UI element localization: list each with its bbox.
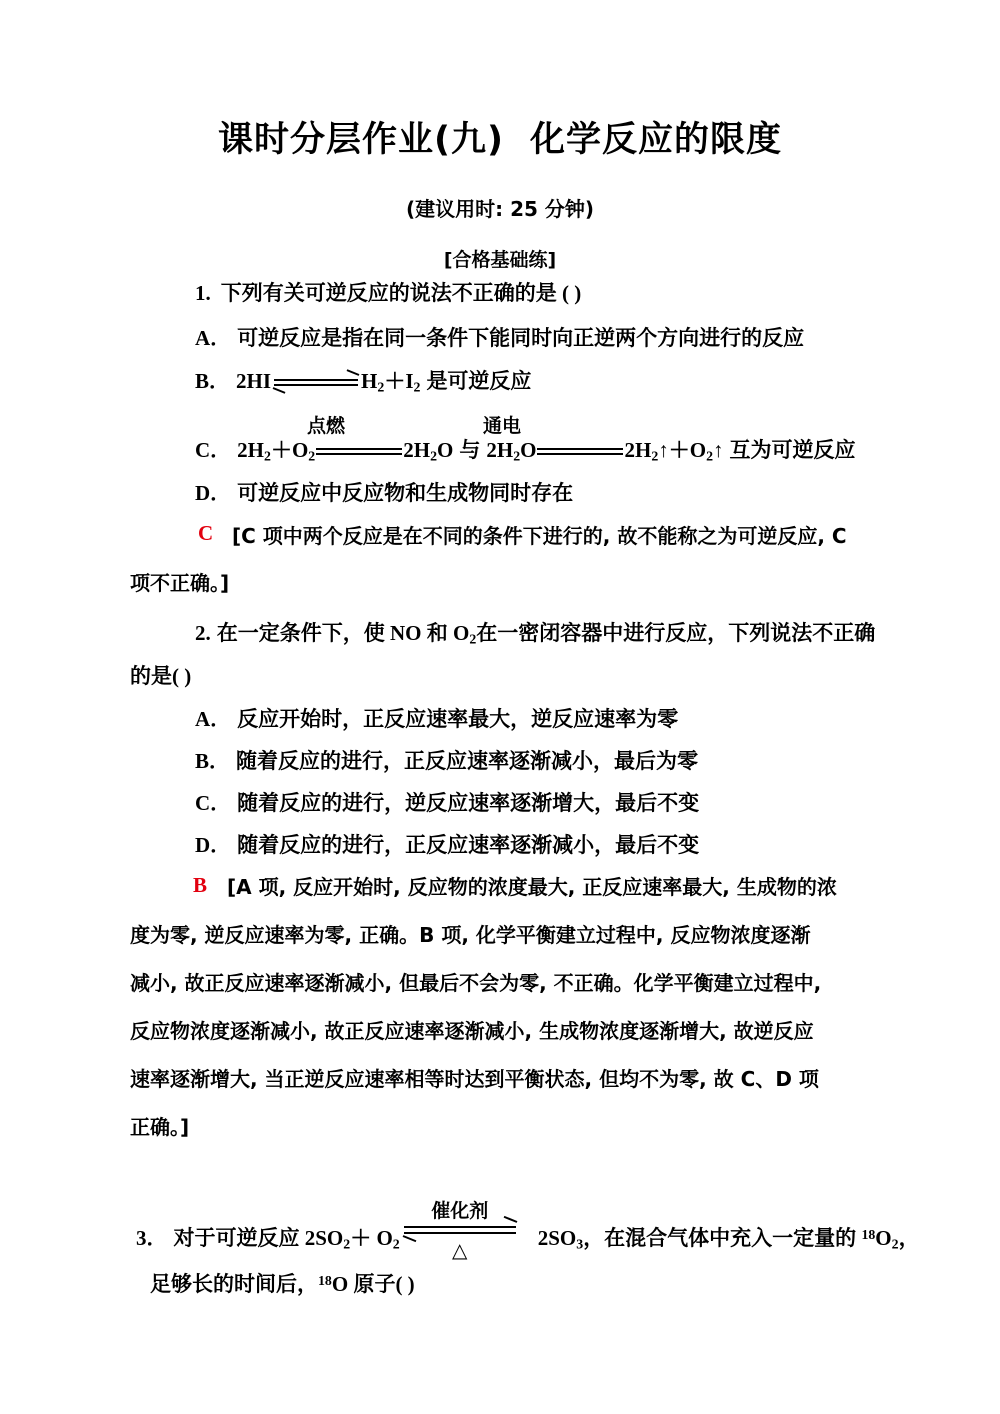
question-3-stem-line-2 bbox=[150, 1268, 415, 1297]
question-2-explanation-line-4: 反应物浓度逐渐减小, 故正反应速率逐渐减小, 生成物浓度逐渐增大, 故逆反应 bbox=[130, 1019, 814, 1043]
option-b-tail: 是可逆反应 bbox=[426, 369, 532, 393]
option-c-seg2: 2H bbox=[403, 438, 431, 462]
question-3-number: 3． bbox=[136, 1226, 168, 1251]
option-b-label: B． bbox=[195, 749, 231, 773]
question-3-product: 2SO bbox=[537, 1226, 577, 1251]
reaction-arrow-icon-2 bbox=[537, 446, 623, 458]
question-2-option-c[interactable] bbox=[195, 790, 699, 816]
question-1-option-b[interactable] bbox=[195, 368, 531, 400]
question-1-explanation-line-1: [C 项中两个反应是在不同的条件下进行的, 故不能称之为可逆反应, C bbox=[232, 524, 847, 548]
option-c-seg4-sub: 2 bbox=[651, 448, 659, 464]
question-2-answer-row bbox=[193, 873, 207, 898]
option-c-seg2-sub: 2 bbox=[430, 448, 438, 464]
option-c-seg4-sub2: 2 bbox=[706, 448, 714, 464]
question-3-comma: ， bbox=[898, 1226, 920, 1251]
option-a-text: 可逆反应是指在同一条件下能同时向正逆两个方向进行的反应 bbox=[237, 326, 805, 350]
question-2-option-a[interactable] bbox=[195, 706, 678, 732]
option-c-condition-1: 点燃 bbox=[307, 415, 346, 437]
option-c-seg3-sub: 2 bbox=[513, 448, 521, 464]
option-c-seg1: 2H bbox=[237, 438, 265, 462]
option-c-seg1-sub: 2 bbox=[264, 448, 271, 464]
suggested-time: (建议用时: 25 分钟) bbox=[405, 197, 595, 221]
question-1-text: 下列有关可逆反应的说法不正确的是 ( ) bbox=[220, 281, 582, 305]
question-2-stem-line-1 bbox=[195, 620, 875, 652]
question-1-answer: C bbox=[198, 521, 214, 545]
question-1-option-d[interactable] bbox=[195, 480, 573, 506]
option-b-product-i: I bbox=[405, 369, 414, 393]
option-a-label: A． bbox=[195, 326, 232, 350]
catalyst-equilibrium-arrow-icon bbox=[404, 1200, 516, 1263]
question-2-option-b[interactable] bbox=[195, 748, 698, 774]
option-c-seg2-tail: O bbox=[437, 438, 454, 462]
question-3-line2-isotope-sup: 18 bbox=[318, 1273, 332, 1288]
option-c-tail: 互为可逆反应 bbox=[729, 438, 856, 462]
option-c-text: 随着反应的进行，逆反应速率逐渐增大，最后不变 bbox=[237, 791, 700, 815]
option-c-seg1-sub2: 2 bbox=[308, 448, 316, 464]
option-c-label: C． bbox=[195, 791, 232, 815]
option-c-mid: 与 bbox=[459, 438, 481, 462]
question-2-explanation-line-2: 度为零, 逆反应速率为零, 正确。B 项, 化学平衡建立过程中, 反应物浓度逐渐 bbox=[130, 923, 811, 947]
question-3-text-b: ，在混合气体中充入一定量的 bbox=[583, 1226, 862, 1251]
page-title-sub: 化学反应的限度 bbox=[529, 120, 782, 160]
option-b-product-i-sub: 2 bbox=[413, 379, 421, 395]
question-2-explanation-line-1: [A 项, 反应开始时, 反应物的浓度最大, 正反应速率最大, 生成物的浓 bbox=[227, 875, 837, 899]
catalyst-condition-label: 催化剂 bbox=[431, 1200, 489, 1223]
option-b-text: 随着反应的进行，正反应速率逐渐减小，最后为零 bbox=[236, 749, 699, 773]
option-c-condition-2: 通电 bbox=[483, 415, 522, 437]
question-2-explanation-line-5: 速率逐渐增大, 当正逆反应速率相等时达到平衡状态, 但均不为零, 故 C、D 项 bbox=[130, 1067, 819, 1091]
question-2-explanation-line-3: 减小, 故正反应速率逐渐减小, 但最后不会为零, 不正确。化学平衡建立过程中, bbox=[130, 971, 822, 995]
option-a-text: 反应开始时，正反应速率最大，逆反应速率为零 bbox=[237, 707, 679, 731]
question-3-plus: ＋ O bbox=[350, 1226, 393, 1251]
option-d-text: 可逆反应中反应物和生成物同时存在 bbox=[237, 481, 574, 505]
question-3-line2-text: 足够长的时间后， bbox=[150, 1272, 318, 1297]
question-3-o2-sub: 2 bbox=[392, 1236, 400, 1252]
option-c-seg1-plus: ＋O bbox=[270, 438, 309, 462]
section-label: [合格基础练] bbox=[443, 249, 557, 271]
question-3-isotope-o-sub: 2 bbox=[891, 1236, 899, 1252]
option-c-label: C． bbox=[195, 438, 232, 462]
question-2-text-a: 在一定条件下，使 NO 和 O bbox=[216, 621, 470, 645]
option-c-seg4: 2H bbox=[624, 438, 652, 462]
question-3-so2-sub: 2 bbox=[343, 1236, 351, 1252]
question-1-explanation-line-2: 项不正确。] bbox=[130, 571, 230, 595]
question-1-option-c[interactable] bbox=[195, 437, 856, 469]
page-title-main: 课时分层作业(九) bbox=[217, 120, 504, 160]
question-2-text-b: 在一密闭容器中进行反应，下列说法不正确 bbox=[476, 621, 876, 645]
question-3-so3-sub: 3 bbox=[576, 1236, 584, 1252]
option-d-label: D． bbox=[195, 833, 232, 857]
heat-condition-label: △ bbox=[452, 1240, 468, 1263]
question-3-isotope-sup: 18 bbox=[861, 1227, 876, 1242]
option-b-plus: ＋ bbox=[384, 369, 406, 393]
option-c-seg3-tail: O bbox=[520, 438, 537, 462]
question-2-answer: B bbox=[193, 873, 208, 897]
option-b-product-h: H bbox=[361, 369, 378, 393]
gas-up-arrow-icon-2: ↑ bbox=[713, 438, 724, 462]
option-b-label: B． bbox=[195, 369, 231, 393]
question-2-option-d[interactable] bbox=[195, 832, 699, 858]
option-c-seg3: 2H bbox=[486, 438, 514, 462]
gas-up-arrow-icon-1: ↑ bbox=[658, 438, 669, 462]
option-d-label: D． bbox=[195, 481, 232, 505]
question-2-o2-sub: 2 bbox=[469, 631, 477, 647]
reaction-arrow-icon-1 bbox=[316, 446, 402, 458]
equilibrium-arrow-icon bbox=[274, 375, 358, 391]
option-b-reactant: 2HI bbox=[236, 369, 272, 393]
option-a-label: A． bbox=[195, 707, 232, 731]
question-1-answer-row bbox=[198, 521, 213, 546]
option-d-text: 随着反应的进行，正反应速率逐渐减小，最后不变 bbox=[237, 833, 700, 857]
question-2-stem-line-2: 的是( ) bbox=[130, 664, 192, 688]
question-3-text-a: 对于可逆反应 2SO bbox=[173, 1226, 344, 1251]
option-b-product-h-sub: 2 bbox=[377, 379, 385, 395]
question-1-option-a[interactable] bbox=[195, 325, 804, 351]
question-1-stem bbox=[195, 280, 581, 306]
question-3-isotope-o: O bbox=[875, 1226, 892, 1251]
question-2-number: 2. bbox=[195, 621, 211, 645]
question-2-explanation-line-6: 正确。] bbox=[130, 1115, 190, 1139]
page-title bbox=[0, 112, 1000, 162]
option-c-seg4-plus: ＋O bbox=[668, 438, 707, 462]
question-3-stem-line-1 bbox=[136, 1200, 920, 1263]
question-1-number: 1. bbox=[195, 281, 211, 305]
question-3-line2-tail: O 原子( ) bbox=[331, 1272, 415, 1297]
